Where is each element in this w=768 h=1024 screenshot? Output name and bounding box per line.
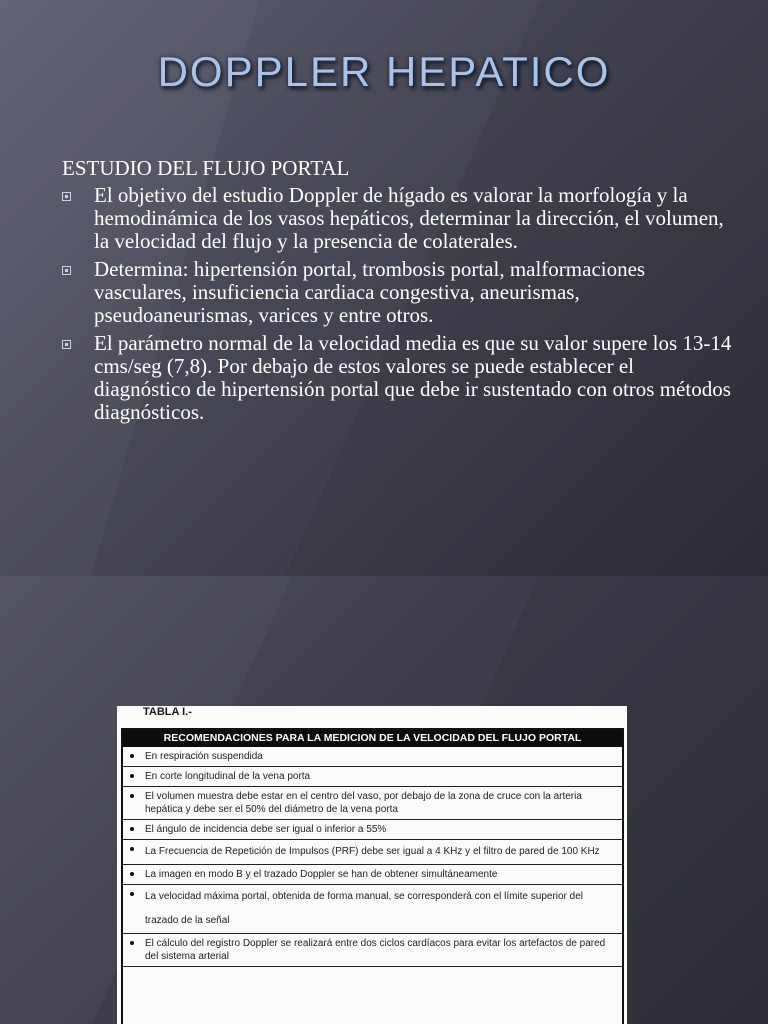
square-bullet-icon xyxy=(62,340,71,349)
slide-body xyxy=(62,157,732,429)
table-rows xyxy=(123,747,622,967)
bullet-text: El objetivo del estudio Doppler de hígado es valorar la morfología y la hemodinámica de los vasos hepáticos, determinar la dirección, el volumen, la velocidad del flujo y la presencia de colaterales. xyxy=(94,183,724,253)
bullet-item xyxy=(62,184,732,253)
bullet-dot-icon xyxy=(130,847,134,851)
row-text: La velocidad máxima portal, obtenida de forma manual, se corresponderá con el límite superior del trazado de la señal xyxy=(145,891,584,926)
square-bullet-icon xyxy=(62,192,71,201)
table-label: TABLA I.- xyxy=(143,706,192,718)
slide-title: DOPPLER HEPATICO xyxy=(157,48,611,95)
recommendations-table xyxy=(121,728,624,1024)
bullet-text: El parámetro normal de la velocidad media es que su valor supere los 13-14 cms/seg (7,8). Por debajo de estos valores se puede establecer el diagnóstico de hipertensión portal que debe ir sustentado con otros métodos diagnósticos. xyxy=(94,331,732,424)
bullet-dot-icon xyxy=(130,872,134,876)
table-row xyxy=(123,767,622,787)
table-row xyxy=(123,820,622,840)
table-row xyxy=(123,787,622,820)
row-text: El cálculo del registro Doppler se realizará entre dos ciclos cardíacos para evitar los artefactos de pared del sistema arterial xyxy=(145,938,606,962)
bullet-text: Determina: hipertensión portal, trombosis portal, malformaciones vasculares, insuficiencia cardiaca congestiva, aneurismas, pseudoaneurismas, varices y entre otros. xyxy=(94,257,646,327)
bullet-list xyxy=(62,184,732,424)
square-bullet-icon xyxy=(62,266,71,275)
table-image xyxy=(117,706,627,1024)
subheading: ESTUDIO DEL FLUJO PORTAL xyxy=(62,156,350,180)
bullet-item xyxy=(62,258,732,327)
table-header: RECOMENDACIONES PARA LA MEDICION DE LA VELOCIDAD DEL FLUJO PORTAL xyxy=(123,730,622,747)
table-row xyxy=(123,747,622,767)
row-text: El volumen muestra debe estar en el centro del vaso, por debajo de la zona de cruce con la arteria hepática y debe ser el 50% del diámetro de la vena porta xyxy=(145,791,582,815)
row-text: La imagen en modo B y el trazado Doppler se han de obtener simultáneamente xyxy=(145,869,498,880)
bullet-item xyxy=(62,332,732,424)
bullet-dot-icon xyxy=(130,754,134,758)
table-row xyxy=(123,840,622,865)
row-text: En corte longitudinal de la vena porta xyxy=(145,771,311,782)
table-row xyxy=(123,885,622,934)
bullet-dot-icon xyxy=(130,774,134,778)
bullet-dot-icon xyxy=(130,892,134,896)
table-row xyxy=(123,934,622,967)
row-text: El ángulo de incidencia debe ser igual o inferior a 55% xyxy=(145,824,387,835)
bullet-dot-icon xyxy=(130,794,134,798)
bullet-dot-icon xyxy=(130,827,134,831)
bullet-dot-icon xyxy=(130,941,134,945)
row-text: En respiración suspendida xyxy=(145,751,263,762)
table-row xyxy=(123,865,622,885)
slide-2 xyxy=(0,576,768,1024)
row-text: La Frecuencia de Repetición de Impulsos (PRF) debe ser igual a 4 KHz y el filtro de pared de 100 KHz xyxy=(145,846,600,857)
